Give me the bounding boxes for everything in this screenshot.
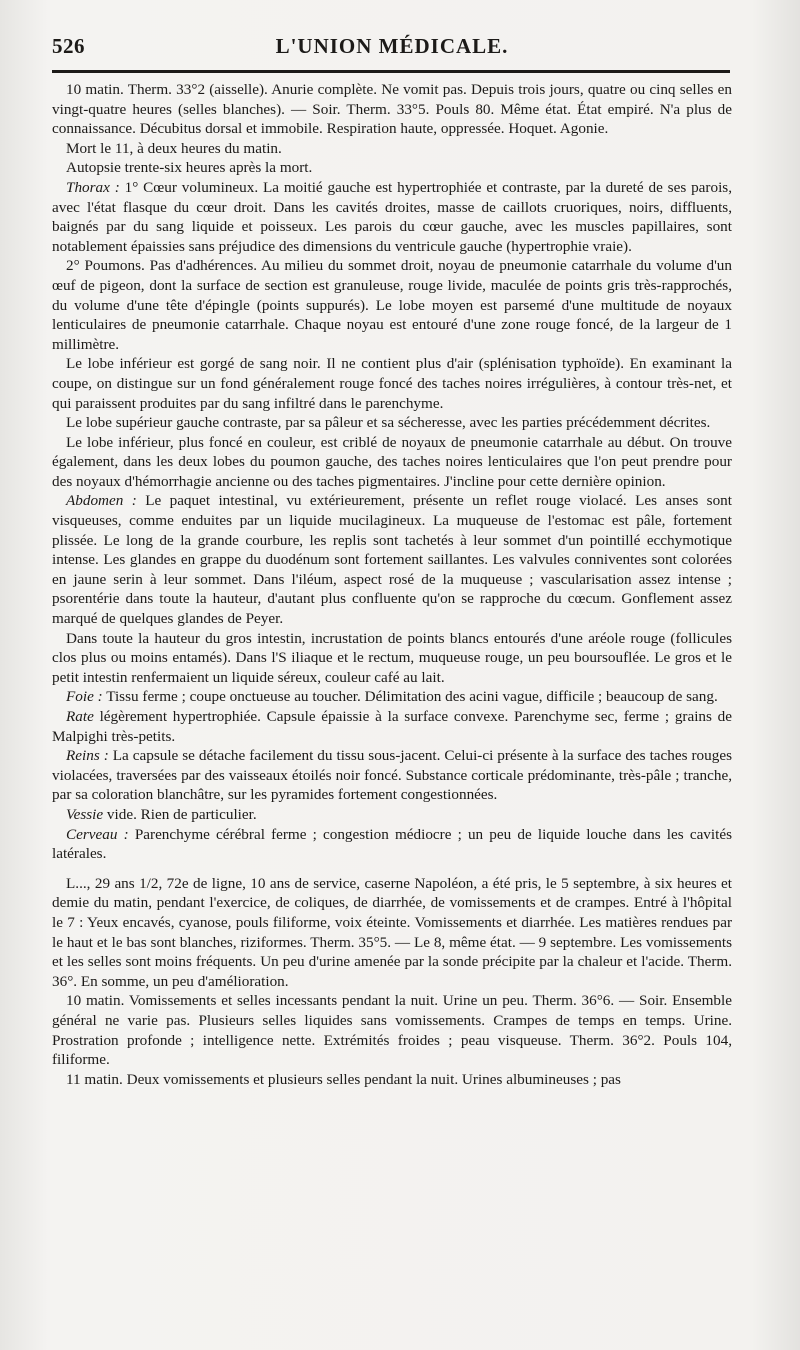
paragraph-text: 1° Cœur volumineux. La moitié gauche est hypertrophiée et contraste, par la dureté de ses parois, avec l'état flasque du cœur droit. Dans les cavités droites, masse de caillots cruoriques, noirs, diffluents, baignés par du sang liquide et poisseux. Les parois du cœur gauche, avec les muscles papillaires, sont notablement épaissies sans préjudice des dimensions du ventricule gauche (hypertrophie vraie). — [52, 178, 732, 255]
paragraph-text: Le paquet intestinal, vu extérieurement, présente un reflet rouge violacé. Les anses sont visqueuses, comme enduites par un liquide mucilagineux. La muqueuse de l'estomac est pâle, fortement plissée. Le long de la grande courbure, les replis sont tachetés à leur sommet d'un pointillé ecchymotique intense. Les glandes en grappe du duodénum sont fortement saillantes. Les valvules conniventes sont colorées en jaune serin à leur sommet. Dans l'iléum, aspect rosé de la muqueuse ; vascularisation assez intense ; psorentérie dans toute la hauteur, d'autant plus confluente qu'on se rapproche du cœcum. Gonflement assez marqué de quelques glandes de Peyer. — [52, 492, 732, 628]
section-label: Vessie — [66, 805, 104, 823]
section-label: Thorax : — [66, 178, 120, 196]
paragraph — [52, 139, 732, 159]
paragraph-text: légèrement hypertrophiée. Capsule épaissie à la surface convexe. Parenchyme sec, ferme ; grains de Malpighi très-petits. — [52, 708, 732, 745]
section-label: Cerveau : — [66, 825, 129, 843]
page-header — [52, 34, 732, 62]
paragraph — [52, 805, 732, 825]
paragraph — [52, 991, 732, 1069]
paragraph — [52, 874, 732, 992]
paragraph-text: Mort le 11, à deux heures du matin. — [66, 139, 282, 157]
page-number: 526 — [52, 34, 85, 58]
paragraph — [52, 354, 732, 413]
paragraph — [52, 413, 732, 433]
section-label: Abdomen : — [66, 492, 137, 510]
paragraph — [52, 1070, 732, 1090]
paragraph-text: Autopsie trente-six heures après la mort. — [66, 159, 313, 177]
body-text — [52, 80, 732, 1089]
paragraph-text: 10 matin. Vomissements et selles incessants pendant la nuit. Urine un peu. Therm. 36°6. — Soir. Ensemble général ne varie pas. Plusieurs selles liquides sans vomissements. Crampes de temps en temps. Urine. Prostration profonde ; intelligence nette. Extrémités froides ; peau visqueuse. Therm. 36°2. Pouls 104, filiforme. — [52, 992, 732, 1069]
paragraph — [52, 433, 732, 492]
paragraph — [52, 825, 732, 864]
paragraph-text: 11 matin. Deux vomissements et plusieurs selles pendant la nuit. Urines albumineuses ; pas — [66, 1070, 621, 1088]
paragraph-text: 10 matin. Therm. 33°2 (aisselle). Anurie complète. Ne vomit pas. Depuis trois jours, quatre ou cinq selles en vingt-quatre heures (selles blanches). — Soir. Therm. 33°5. Pouls 80. Même état. État empiré. N'a plus de connaissance. Décubitus dorsal et immobile. Respiration haute, oppressée. Hoquet. Agonie. — [52, 81, 732, 138]
paragraph — [52, 491, 732, 628]
header-rule — [52, 70, 730, 73]
section-label: Rate — [66, 708, 94, 725]
paragraph — [52, 707, 732, 746]
paragraph — [52, 746, 732, 805]
paragraph-text: L..., 29 ans 1/2, 72e de ligne, 10 ans de service, caserne Napoléon, a été pris, le 5 septembre, à six heures et demie du matin, pendant l'exercice, de coliques, de diarrhée, de vomissements et de crampes. Entré à l'hôpital le 7 : Yeux encavés, cyanose, pouls filiforme, voix éteinte. Vomissements et diarrhée. Les matières rendues par le haut et le bas sont blanches, riziformes. Therm. 35°5. — Le 8, même état. — 9 septembre. Les vomissements et les selles sont moins fréquents. Un peu d'urine amenée par la sonde précipite par la chaleur et l'acide. Therm. 36°. En somme, un peu d'amélioration. — [52, 874, 732, 990]
paragraph — [52, 687, 732, 707]
paragraph-text: Le lobe inférieur est gorgé de sang noir. Il ne contient plus d'air (splénisation typhoïde). En examinant la coupe, on distingue sur un fond généralement rouge foncé des taches noires irrégulières, à contour très-net, et qui paraissent produites par du sang infiltré dans le parenchyme. — [52, 355, 732, 412]
paragraph-text: vide. Rien de particulier. — [103, 805, 257, 823]
section-label: Foie : — [66, 688, 103, 706]
paragraph — [52, 158, 732, 178]
paragraph-text: Parenchyme cérébral ferme ; congestion médiocre ; un peu de liquide louche dans les cavités latérales. — [52, 825, 732, 863]
paragraph-text: La capsule se détache facilement du tissu sous-jacent. Celui-ci présente à la surface des taches rouges violacées, traversées par des vaisseaux étoilés noir foncé. Substance corticale prédominante, très-pâle ; tranche, par sa coloration blanchâtre, sur les pyramides fortement congestionnées. — [52, 747, 732, 804]
paragraph — [52, 629, 732, 688]
paragraph — [52, 178, 732, 256]
paragraph-text: Tissu ferme ; coupe onctueuse au toucher. Délimitation des acini vague, difficile ; beaucoup de sang. — [102, 688, 718, 706]
paragraph-text: Dans toute la hauteur du gros intestin, incrustation de points blancs entourés d'une aréole rouge (follicules clos plus ou moins entamés). Dans l'S iliaque et le rectum, muqueuse rouge, un peu boursouflée. Le gros et le petit intestin renfermaient un liquide séreux, couleur café au lait. — [52, 629, 732, 686]
paragraph — [52, 80, 732, 139]
paragraph-text: Le lobe supérieur gauche contraste, par sa pâleur et sa sécheresse, avec les parties précédemment décrites. — [66, 414, 711, 432]
paragraph — [52, 256, 732, 354]
paragraph-text: Le lobe inférieur, plus foncé en couleur, est criblé de noyaux de pneumonie catarrhale au début. On trouve également, dans les deux lobes du poumon gauche, des taches noires lenticulaires que l'on peut prendre pour des noyaux d'hémorrhagie ancienne ou des taches pigmentaires. J'incline pour cette dernière opinion. — [52, 433, 732, 490]
running-title: L'UNION MÉDICALE. — [275, 34, 509, 58]
section-label: Reins : — [66, 747, 109, 765]
paragraph-text: 2° Poumons. Pas d'adhérences. Au milieu du sommet droit, noyau de pneumonie catarrhale du volume d'un œuf de pigeon, dont la surface de section est granuleuse, rouge livide, maculée de points gris très-rapprochés, du volume d'une tête d'épingle (points suppurés). Le lobe moyen est parsemé d'une multitude de noyaux lenticulaires de pneumonie catarrhale. Chaque noyau est entouré d'une zone rouge foncé, de la largeur de 1 millimètre. — [52, 257, 732, 353]
